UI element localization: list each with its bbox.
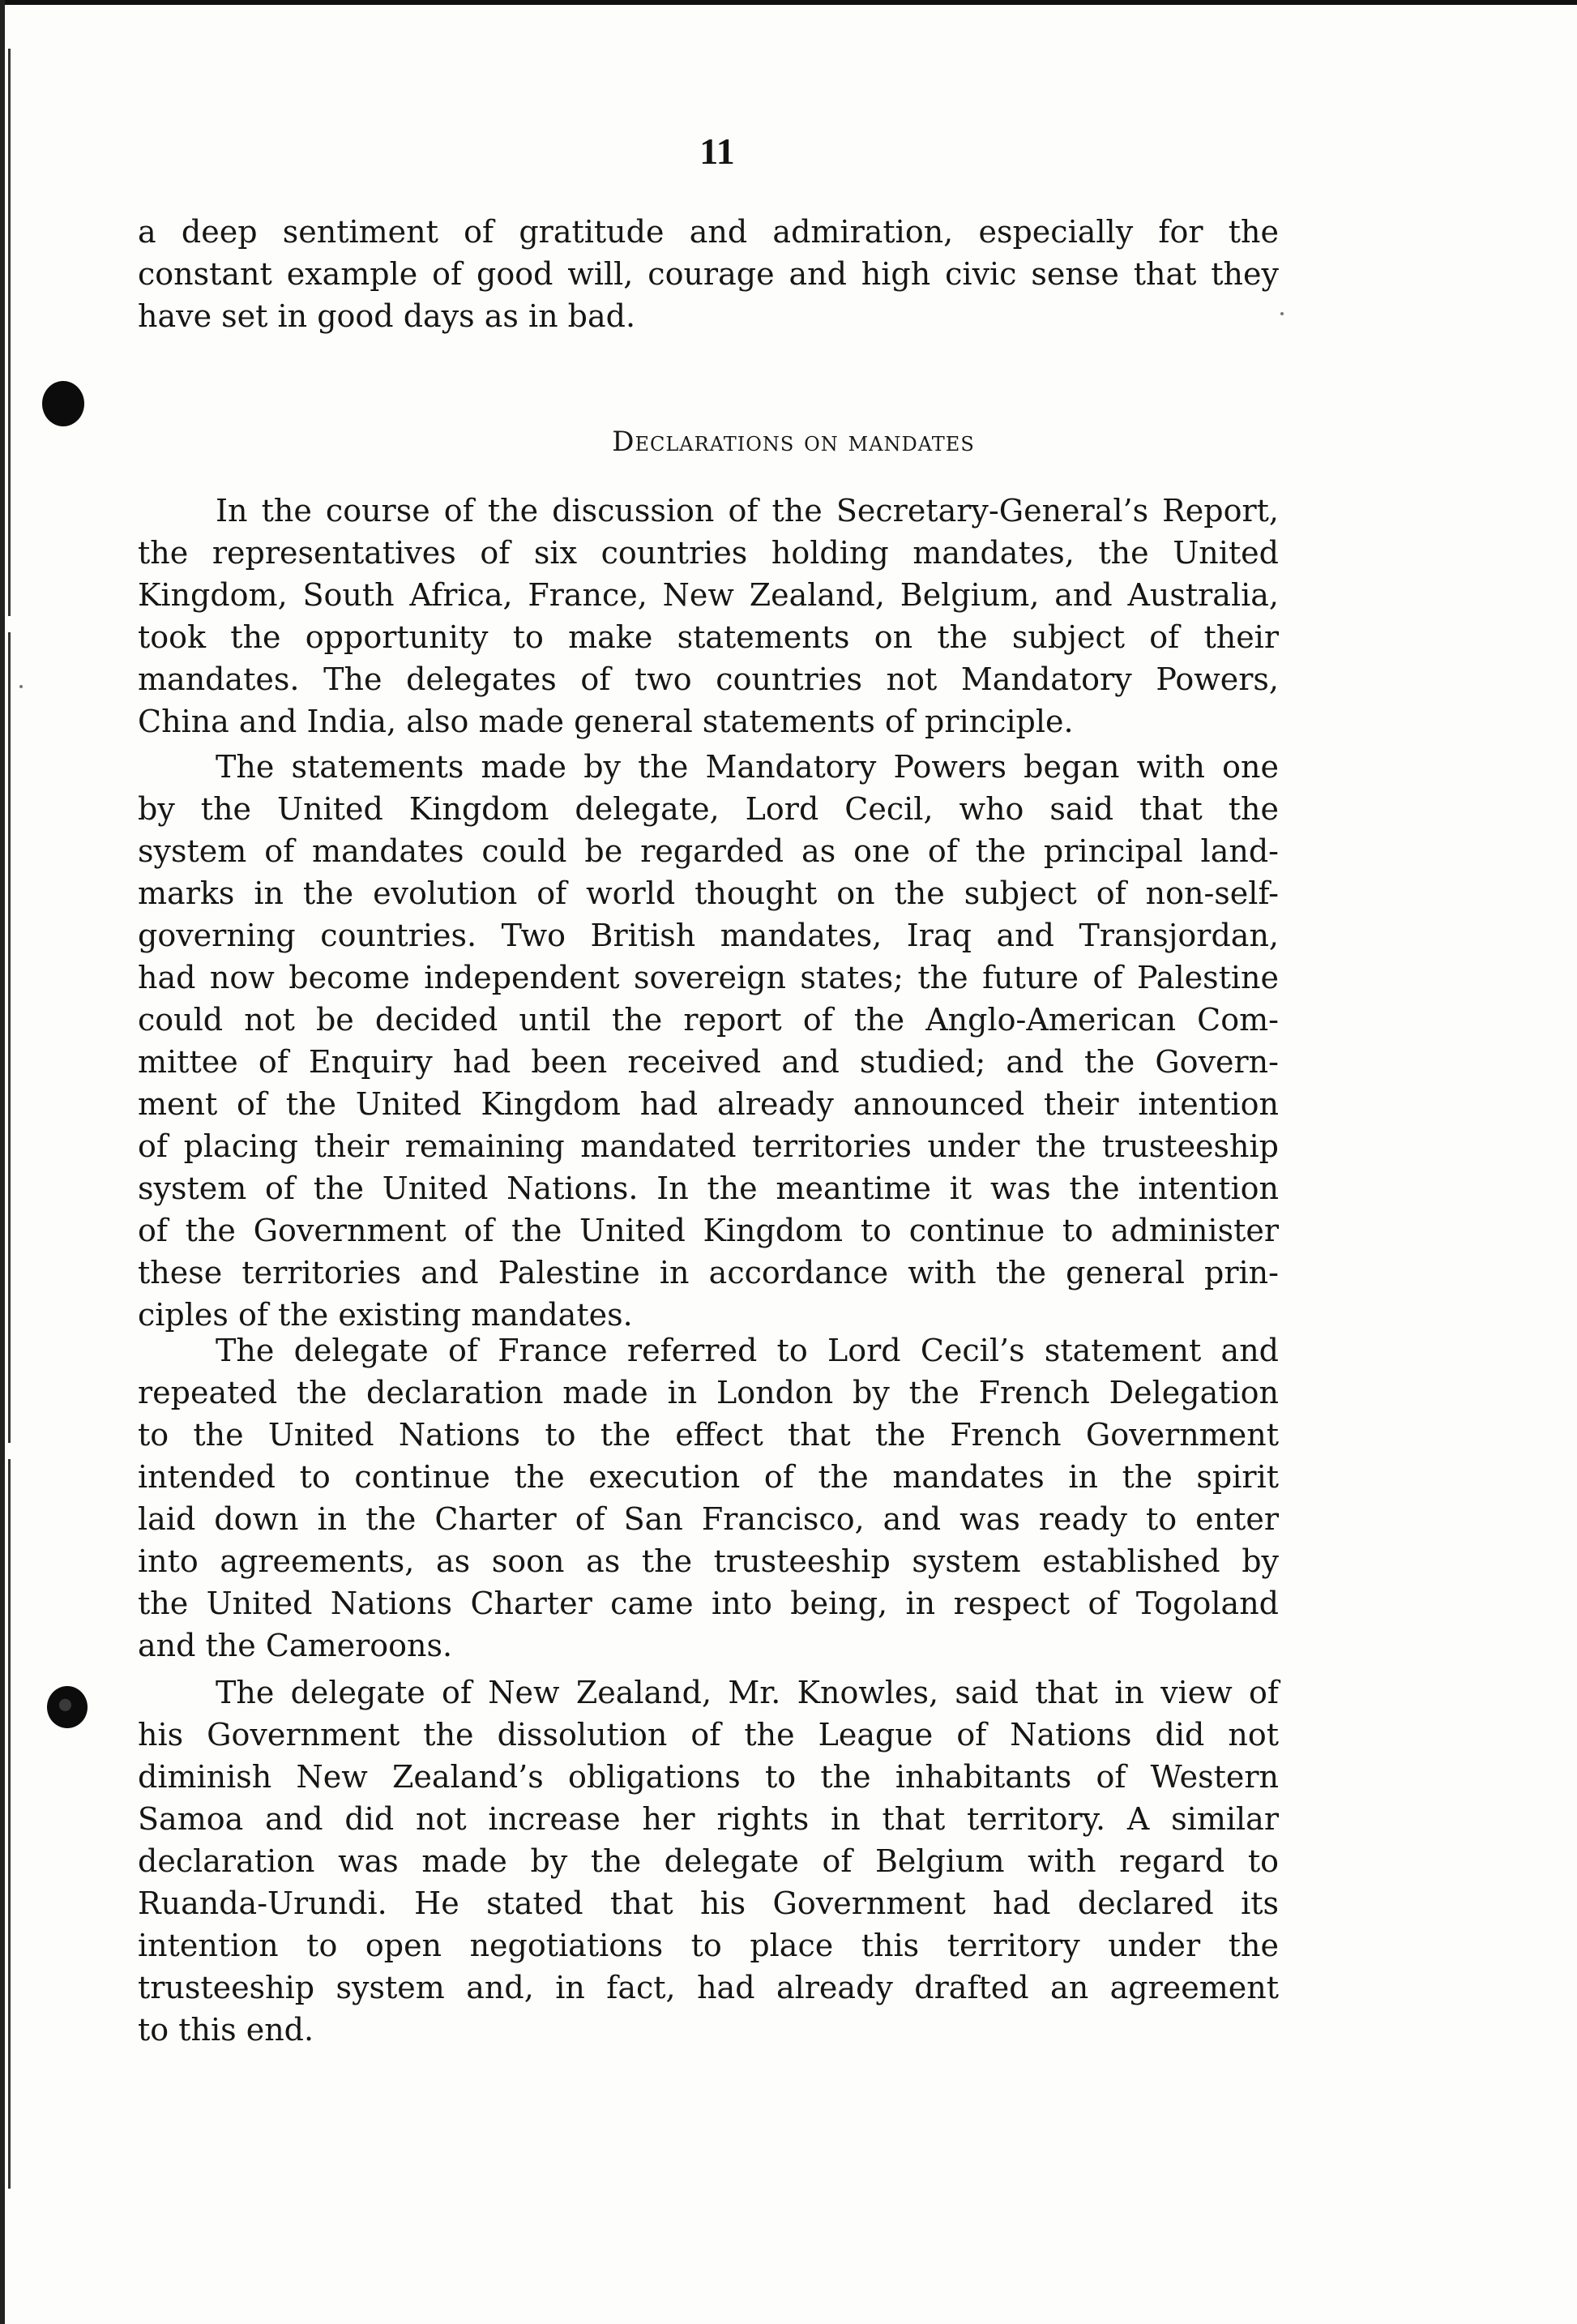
- text-line: China and India, also made general statements of principle.: [138, 704, 1074, 739]
- scan-top-edge: [0, 0, 1577, 5]
- paragraph-1: [138, 490, 1279, 743]
- text-line: mandates. The delegates of two countries not Mandatory Powers,: [138, 661, 1279, 697]
- scan-speck: [19, 685, 23, 688]
- section-heading: Declarations on mandates: [612, 426, 975, 458]
- text-line: his Government the dissolution of the League of Nations did not: [138, 1717, 1279, 1753]
- text-line: The delegate of New Zealand, Mr. Knowles, said that in view of: [216, 1675, 1279, 1710]
- text-line: of the Government of the United Kingdom to continue to administer: [138, 1213, 1279, 1248]
- text-line: Samoa and did not increase her rights in that territory. A similar: [138, 1801, 1279, 1837]
- punch-hole-bottom: [47, 1686, 88, 1728]
- text-line: to this end.: [138, 2012, 314, 2048]
- text-line: ment of the United Kingdom had already announced their intention: [138, 1086, 1279, 1122]
- text-line: governing countries. Two British mandates, Iraq and Transjordan,: [138, 918, 1279, 953]
- scan-left-border-line: [8, 1459, 11, 2189]
- paragraph-3: [138, 1329, 1279, 1667]
- text-line: ciples of the existing mandates.: [138, 1297, 633, 1333]
- text-line: diminish New Zealand’s obligations to the inhabitants of Western: [138, 1759, 1279, 1795]
- text-line: trusteeship system and, in fact, had already drafted an agreement: [138, 1970, 1279, 2005]
- text-line: mittee of Enquiry had been received and studied; and the Govern-: [138, 1044, 1279, 1080]
- text-line: declaration was made by the delegate of Belgium with regard to: [138, 1843, 1279, 1879]
- scan-speck: [1280, 312, 1284, 315]
- text-line: and the Cameroons.: [138, 1628, 453, 1663]
- scan-left-border-line: [8, 632, 11, 1443]
- text-line: In the course of the discussion of the Secretary-General’s Report,: [216, 493, 1279, 529]
- text-line: by the United Kingdom delegate, Lord Cecil, who said that the: [138, 791, 1279, 827]
- text-line: could not be decided until the report of the Anglo-American Com-: [138, 1002, 1279, 1038]
- text-line: took the opportunity to make statements on the subject of their: [138, 619, 1279, 655]
- text-line: system of the United Nations. In the meantime it was the intention: [138, 1171, 1279, 1206]
- text-line: to the United Nations to the effect that the French Government: [138, 1417, 1279, 1453]
- text-line: marks in the evolution of world thought on the subject of non-self-: [138, 875, 1279, 911]
- paragraph-2: [138, 746, 1279, 1336]
- text-line: The statements made by the Mandatory Powers began with one: [216, 749, 1279, 785]
- page-number: 11: [699, 131, 735, 172]
- text-line: system of mandates could be regarded as one of the principal land-: [138, 833, 1279, 869]
- scan-left-edge: [0, 0, 5, 2324]
- text-line: Kingdom, South Africa, France, New Zealand, Belgium, and Australia,: [138, 577, 1279, 613]
- punch-hole-top: [42, 381, 84, 426]
- intro-paragraph: [138, 211, 1279, 337]
- text-line: Ruanda-Urundi. He stated that his Government had declared its: [138, 1885, 1279, 1921]
- paragraph-4: [138, 1671, 1279, 2051]
- text-line: intention to open negotiations to place this territory under the: [138, 1928, 1279, 1963]
- text-line: a deep sentiment of gratitude and admiration, especially for the: [138, 214, 1279, 250]
- text-line: repeated the declaration made in London by the French Delegation: [138, 1375, 1279, 1410]
- text-line: The delegate of France referred to Lord Cecil’s statement and: [216, 1333, 1279, 1368]
- text-line: into agreements, as soon as the trusteeship system established by: [138, 1543, 1279, 1579]
- text-line: constant example of good will, courage and high civic sense that they: [138, 256, 1279, 292]
- text-line: these territories and Palestine in accordance with the general prin-: [138, 1255, 1279, 1290]
- text-line: laid down in the Charter of San Francisco, and was ready to enter: [138, 1501, 1279, 1537]
- text-line: of placing their remaining mandated territories under the trusteeship: [138, 1128, 1279, 1164]
- text-line: have set in good days as in bad.: [138, 298, 636, 334]
- text-line: the representatives of six countries holding mandates, the United: [138, 535, 1279, 571]
- text-line: intended to continue the execution of the mandates in the spirit: [138, 1459, 1279, 1495]
- text-line: the United Nations Charter came into being, in respect of Togoland: [138, 1586, 1279, 1621]
- text-line: had now become independent sovereign states; the future of Palestine: [138, 960, 1279, 995]
